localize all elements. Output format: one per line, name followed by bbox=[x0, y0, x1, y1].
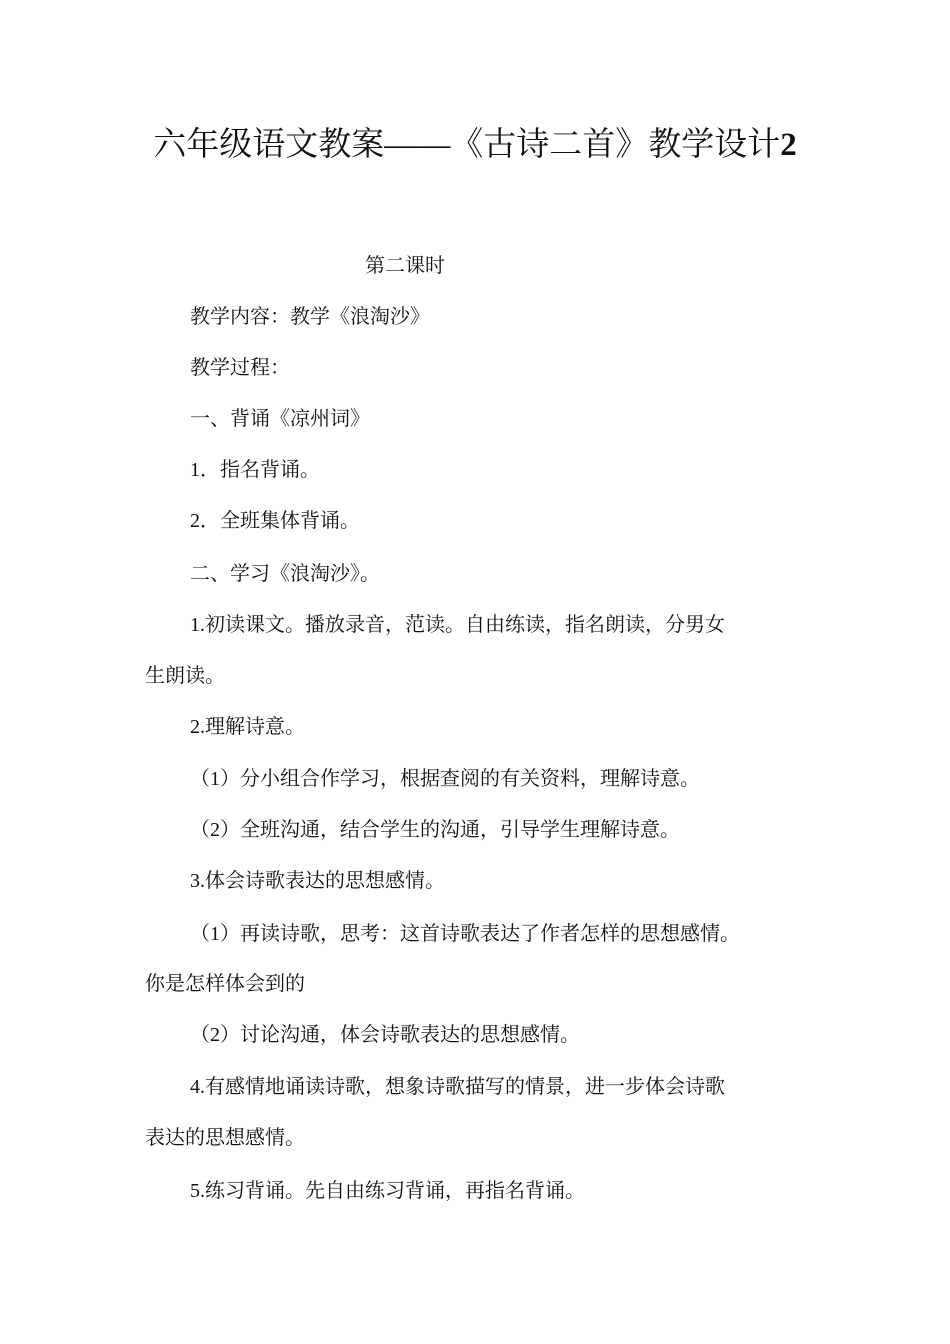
title-number: 2 bbox=[780, 127, 797, 163]
section1-item2: 2．全班集体背诵。 bbox=[190, 510, 360, 532]
section2-heading: 二、学习《浪淘沙》。 bbox=[190, 563, 380, 585]
step5: 5.练习背诵。先自由练习背诵，再指名背诵。 bbox=[190, 1180, 585, 1202]
document-title bbox=[0, 122, 950, 168]
title-text: 六年级语文教案——《古诗二首》教学设计 bbox=[153, 127, 781, 163]
step4-line2: 表达的思想感情。 bbox=[145, 1127, 305, 1149]
step3: 3.体会诗歌表达的思想感情。 bbox=[190, 870, 445, 892]
step1-line1: 1.初读课文。播放录音，范读。自由练读，指名朗读，分男女 bbox=[190, 614, 725, 636]
step2: 2.理解诗意。 bbox=[190, 716, 305, 738]
section1-item1: 1．指名背诵。 bbox=[190, 459, 320, 481]
content-line: 教学内容：教学《浪淘沙》 bbox=[190, 306, 430, 328]
section1-heading: 一、背诵《凉州词》 bbox=[190, 408, 370, 430]
step3-sub2: （2）讨论沟通，体会诗歌表达的思想感情。 bbox=[190, 1024, 580, 1046]
process-label: 教学过程： bbox=[190, 357, 290, 379]
step2-sub1: （1）分小组合作学习，根据查阅的有关资料，理解诗意。 bbox=[190, 768, 700, 790]
step2-sub2: （2）全班沟通，结合学生的沟通，引导学生理解诗意。 bbox=[190, 819, 680, 841]
step3-sub1-line1: （1）再读诗歌，思考：这首诗歌表达了作者怎样的思想感情。 bbox=[190, 923, 740, 945]
step1-line2: 生朗读。 bbox=[145, 665, 225, 687]
step3-sub1-line2: 你是怎样体会到的 bbox=[145, 973, 305, 995]
lesson-label: 第二课时 bbox=[365, 255, 445, 277]
step4-line1: 4.有感情地诵读诗歌，想象诗歌描写的情景，进一步体会诗歌 bbox=[190, 1076, 725, 1098]
